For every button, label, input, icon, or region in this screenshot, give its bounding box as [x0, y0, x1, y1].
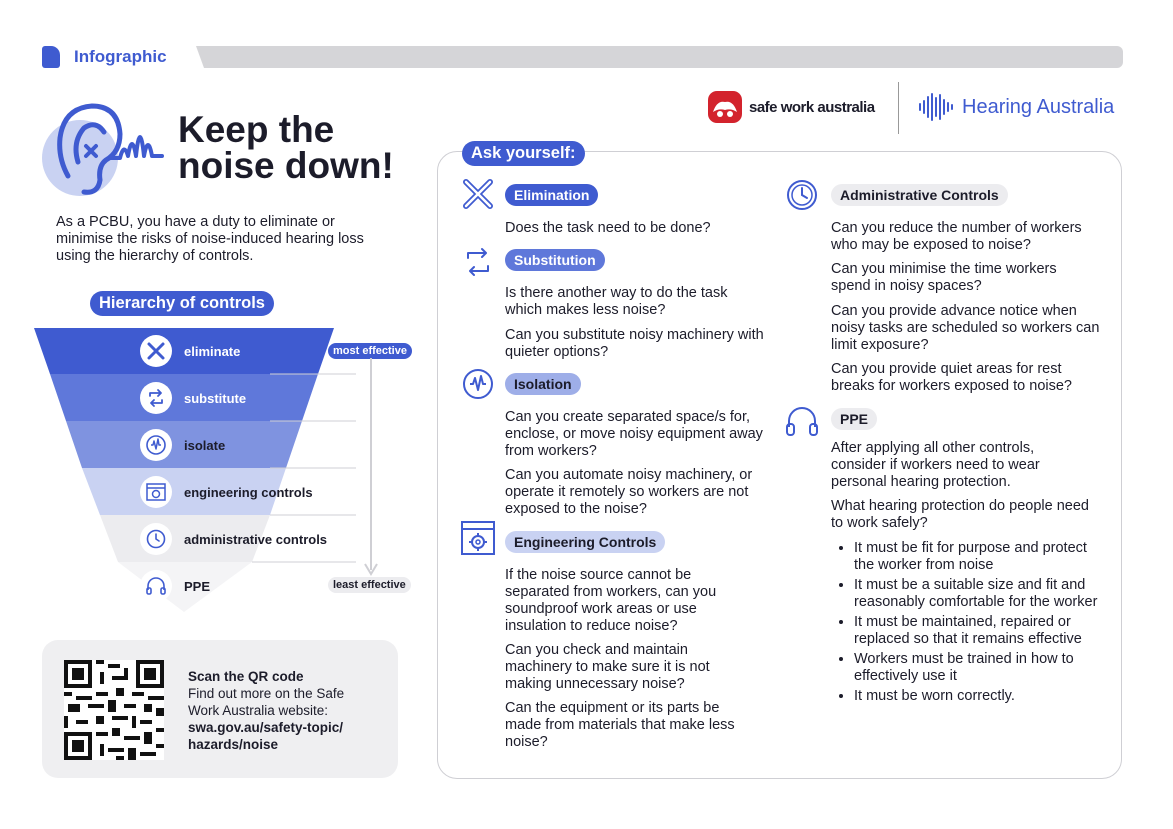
infographic-tag-icon: [42, 46, 60, 68]
cross-icon: [146, 341, 166, 361]
qr-heading: Scan the QR code: [188, 669, 304, 684]
pyramid-row-ppe: [140, 570, 210, 602]
page-title: [178, 109, 394, 186]
clock-icon: [784, 177, 820, 213]
intro-text: As a PCBU, you have a duty to eliminate or minimise the risks of noise-induced hearing loss using the hierarchy of controls.: [56, 214, 364, 264]
pyramid-row-engineering: [140, 476, 313, 508]
pyramid-row-administrative: [140, 523, 327, 555]
swa-emblem-icon: [707, 90, 743, 124]
gear-window-icon: [145, 481, 167, 503]
sound-isolation-icon: [462, 368, 494, 400]
headphones-icon: [784, 403, 820, 439]
engineering-circle: [140, 476, 172, 508]
ppe-question-1: After applying all other controls, consider if workers need to wear personal hearing protection.: [831, 440, 1040, 490]
pyramid-row-eliminate: [140, 335, 240, 367]
header-bar: [196, 46, 1123, 68]
hearing-australia-text: Hearing Australia: [962, 95, 1115, 118]
gear-window-icon: [460, 520, 496, 556]
pyramid-row-isolate: [140, 429, 225, 461]
eliminate-circle: [140, 335, 172, 367]
qr-url[interactable]: swa.gov.au/safety-topic/ hazards/noise: [188, 720, 344, 752]
soundwave-icon: [918, 92, 958, 122]
qr-description: Find out more on the Safe Work Australia website:: [188, 686, 345, 718]
administrative-question-3: Can you provide advance notice when noisy tasks are scheduled so workers can limit exposure?: [831, 303, 1100, 353]
title-line-1: Keep the: [178, 109, 335, 150]
ppe-bullet: • It must be fit for purpose and protect the worker from noise: [854, 540, 1110, 574]
ppe-question-2: What hearing protection do people need to work safely?: [831, 498, 1089, 531]
pyramid-row-substitute: [140, 382, 246, 414]
administrative-pill: Administrative Controls: [831, 184, 1008, 206]
ppe-requirements-list: [830, 540, 1110, 708]
effectiveness-arrow: [364, 358, 378, 578]
elimination-question-1: Does the task need to be done?: [505, 220, 711, 236]
administrative-question-2: Can you minimise the time workers spend in noisy spaces?: [831, 261, 1057, 294]
infographic-tag: Infographic: [74, 47, 167, 66]
substitution-question-1: Is there another way to do the task which makes less noise?: [505, 285, 728, 318]
engineering-question-1: If the noise source cannot be separated from workers, can you soundproof work areas or use insulation to reduce noise?: [505, 567, 717, 634]
isolation-pill: Isolation: [505, 373, 581, 395]
title-line-2: noise down!: [178, 145, 394, 186]
ppe-bullet: • It must be worn correctly.: [854, 688, 1110, 705]
cross-icon: [462, 178, 494, 210]
substitution-question-2: Can you substitute noisy machinery with quieter options?: [505, 327, 764, 360]
isolation-question-2: Can you automate noisy machinery, or operate it remotely so workers are not exposed to the noise?: [505, 467, 753, 517]
hierarchy-title: Hierarchy of controls: [90, 291, 274, 316]
swap-arrows-icon: [146, 388, 166, 408]
engineering-question-3: Can the equipment or its parts be made from materials that make less noise?: [505, 700, 735, 750]
substitution-pill: Substitution: [505, 249, 605, 271]
administrative-question-1: Can you reduce the number of workers who may be exposed to noise?: [831, 220, 1082, 253]
isolation-question-1: Can you create separated space/s for, enclose, or move noisy equipment away from workers?: [505, 409, 763, 459]
administrative-question-4: Can you provide quiet areas for rest breaks for workers exposed to noise?: [831, 361, 1072, 394]
swa-logo: [707, 90, 875, 124]
level-isolate: isolate: [184, 437, 226, 453]
clock-icon: [145, 528, 167, 550]
elimination-pill: Elimination: [505, 184, 598, 206]
ear-icon: [40, 98, 170, 200]
administrative-circle: [140, 523, 172, 555]
most-effective-pill: most effective: [328, 343, 412, 359]
level-ppe: PPE: [184, 578, 211, 594]
ppe-bullet: • Workers must be trained in how to effectively use it: [854, 651, 1110, 685]
swap-arrows-icon: [462, 246, 494, 278]
headphones-icon: [145, 575, 167, 597]
level-eliminate: eliminate: [184, 343, 241, 359]
ask-yourself-title: Ask yourself:: [462, 141, 585, 166]
ppe-bullet: • It must be maintained, repaired or replaced so that it remains effective: [854, 614, 1110, 648]
engineering-pill: Engineering Controls: [505, 531, 665, 553]
qr-code[interactable]: [64, 660, 164, 760]
hearing-australia-logo: [918, 92, 1114, 122]
logo-divider: [898, 82, 899, 134]
ppe-circle: [140, 570, 172, 602]
level-administrative: administrative controls: [184, 531, 328, 547]
least-effective-pill: least effective: [328, 577, 411, 593]
swa-logo-text: safe work australia: [749, 98, 875, 116]
engineering-question-2: Can you check and maintain machinery to make sure it is not making unnecessary noise?: [505, 642, 710, 692]
ppe-bullet: • It must be a suitable size and fit and reasonably comfortable for the worker: [854, 577, 1110, 611]
level-substitute: substitute: [184, 390, 247, 406]
substitute-circle: [140, 382, 172, 414]
isolate-circle: [140, 429, 172, 461]
level-engineering: engineering controls: [184, 484, 313, 500]
sound-isolation-icon: [145, 434, 167, 456]
ppe-pill: PPE: [831, 408, 877, 430]
qr-text: [188, 668, 378, 753]
